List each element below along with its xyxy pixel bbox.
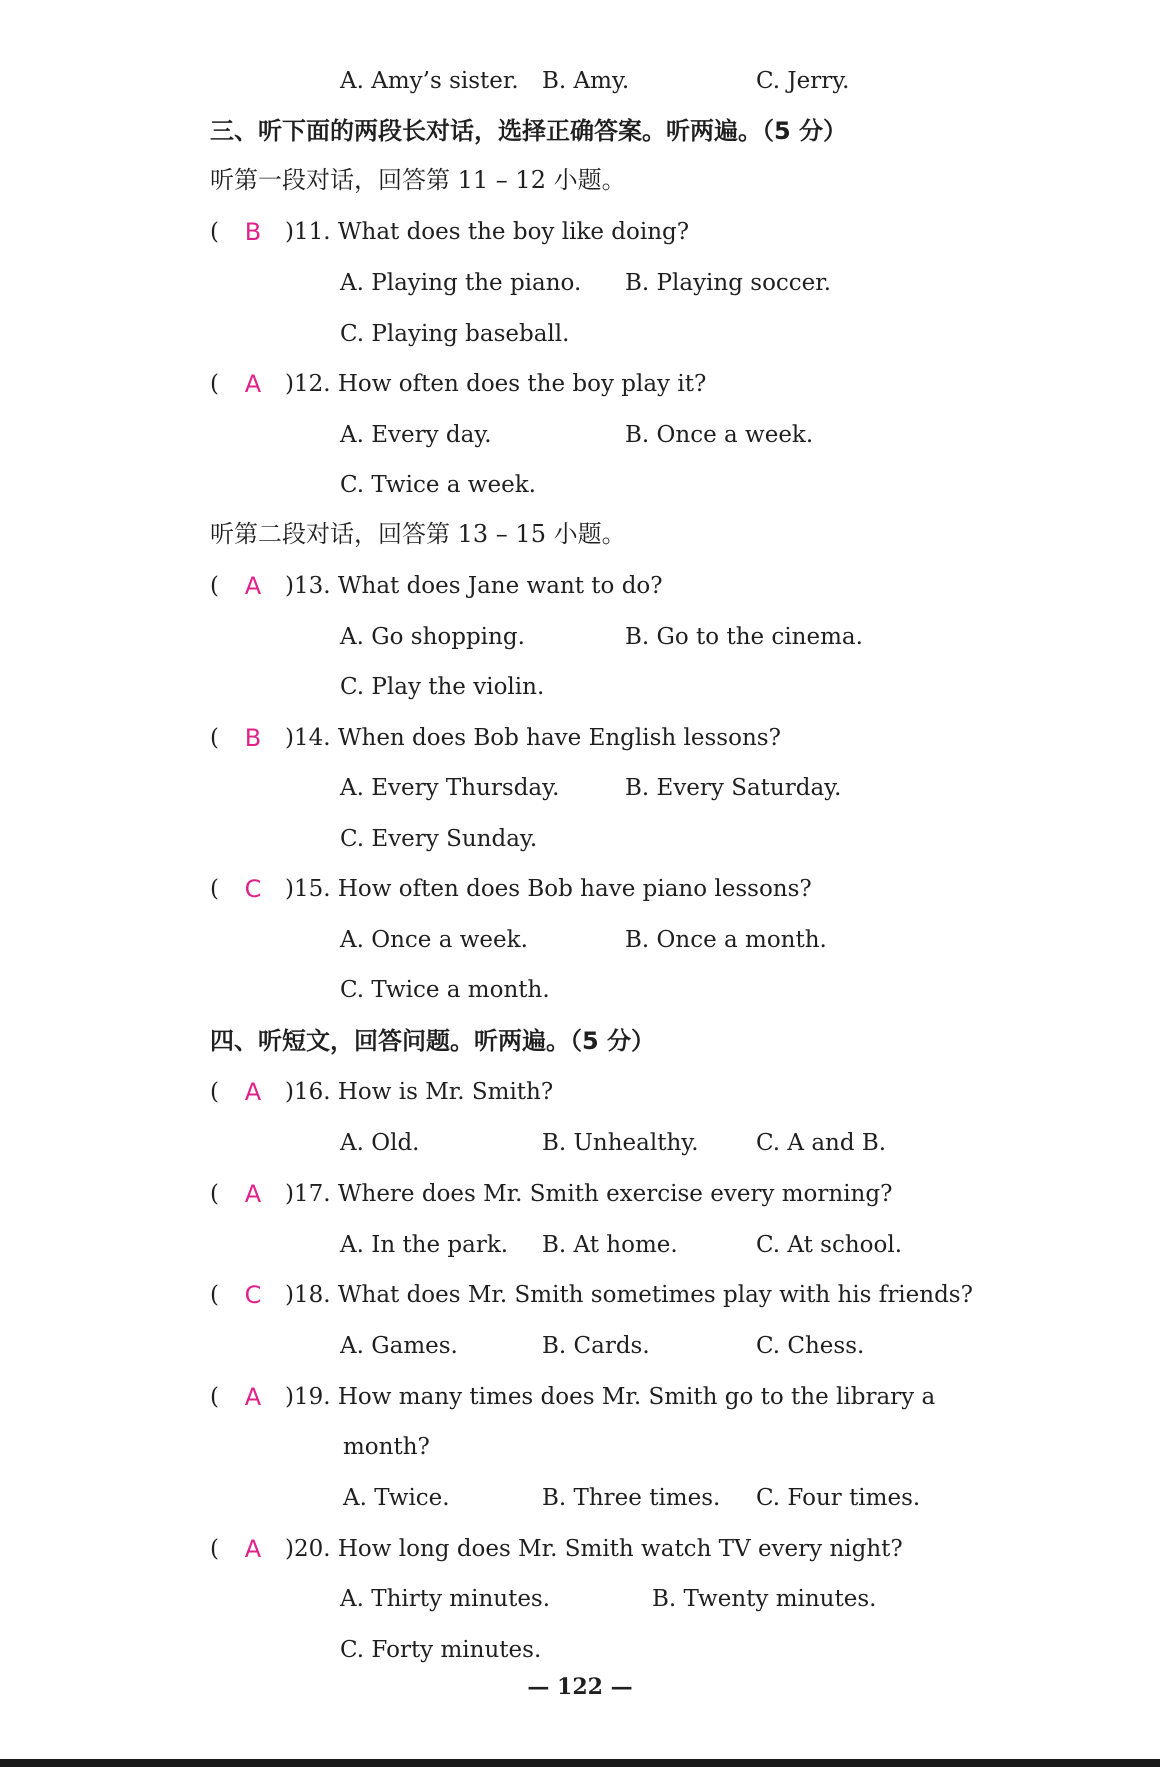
option-c: C. Play the violin. [340,674,545,700]
option-c: C. At school. [756,1232,903,1258]
open-paren: ( [210,371,219,397]
option-c: C. Four times. [756,1485,921,1511]
open-paren: ( [210,219,219,245]
answer-12: A [244,370,262,398]
open-paren: ( [210,725,219,751]
answer-11: B [244,218,262,246]
option-a: A. In the park. [340,1232,509,1258]
option-c: C. Chess. [756,1333,865,1359]
option-b: B. Every Saturday. [625,775,842,801]
option-b: B. Go to the cinema. [625,624,863,650]
option-b: B. Cards. [542,1333,650,1359]
question-text: )16. How is Mr. Smith? [285,1079,554,1105]
option-a: A. Thirty minutes. [340,1586,551,1612]
section3-title: 三、听下面的两段长对话，选择正确答案。听两遍。（5 分） [210,117,848,145]
open-paren: ( [210,1536,219,1562]
option-a: A. Old. [340,1130,420,1156]
option-b: B. Once a month. [625,927,827,953]
option-c: C. Jerry. [756,68,850,94]
bottom-border [0,1759,1160,1767]
open-paren: ( [210,1079,219,1105]
open-paren: ( [210,573,219,599]
answer-19: A [244,1383,262,1411]
answer-18: C [244,1281,262,1309]
option-a: A. Twice. [343,1485,450,1511]
option-a: A. Once a week. [340,927,528,953]
open-paren: ( [210,1282,219,1308]
option-c: C. Every Sunday. [340,826,538,852]
question-text: )15. How often does Bob have piano lessons? [285,876,812,902]
question-text: )18. What does Mr. Smith sometimes play with his friends? [285,1282,973,1308]
option-a: A. Playing the piano. [340,270,582,296]
option-c: C. Twice a week. [340,472,536,498]
option-b: B. Unhealthy. [542,1130,699,1156]
section4-title: 四、听短文，回答问题。听两遍。（5 分） [210,1027,656,1055]
question-text: )19. How many times does Mr. Smith go to the library a [285,1384,936,1410]
option-c: C. A and B. [756,1130,887,1156]
answer-13: A [244,572,262,600]
option-c: C. Playing baseball. [340,321,570,347]
answer-16: A [244,1078,262,1106]
question-text: )14. When does Bob have English lessons? [285,725,781,751]
section3-part2: 听第二段对话，回答第 13 – 15 小题。 [210,520,626,548]
option-a: A. Amy’s sister. [340,68,519,94]
question-text: )20. How long does Mr. Smith watch TV every night? [285,1536,903,1562]
option-b: B. Once a week. [625,422,814,448]
question-text-continued: month? [343,1434,430,1460]
question-text: )12. How often does the boy play it? [285,371,707,397]
open-paren: ( [210,876,219,902]
answer-15: C [244,875,262,903]
open-paren: ( [210,1384,219,1410]
option-b: B. Twenty minutes. [652,1586,877,1612]
option-a: A. Go shopping. [340,624,525,650]
question-text: )11. What does the boy like doing? [285,219,690,245]
option-a: A. Games. [340,1333,458,1359]
option-a: A. Every Thursday. [340,775,560,801]
option-b: B. Amy. [542,68,630,94]
open-paren: ( [210,1181,219,1207]
option-c: C. Forty minutes. [340,1637,542,1663]
option-b: B. Playing soccer. [625,270,832,296]
option-b: B. At home. [542,1232,678,1258]
section3-part1: 听第一段对话，回答第 11 – 12 小题。 [210,166,626,194]
answer-17: A [244,1180,262,1208]
answer-14: B [244,724,262,752]
option-a: A. Every day. [340,422,492,448]
answer-20: A [244,1535,262,1563]
option-b: B. Three times. [542,1485,721,1511]
question-text: )17. Where does Mr. Smith exercise every morning? [285,1181,893,1207]
page-number: — 122 — [527,1674,633,1700]
question-text: )13. What does Jane want to do? [285,573,663,599]
option-c: C. Twice a month. [340,977,550,1003]
